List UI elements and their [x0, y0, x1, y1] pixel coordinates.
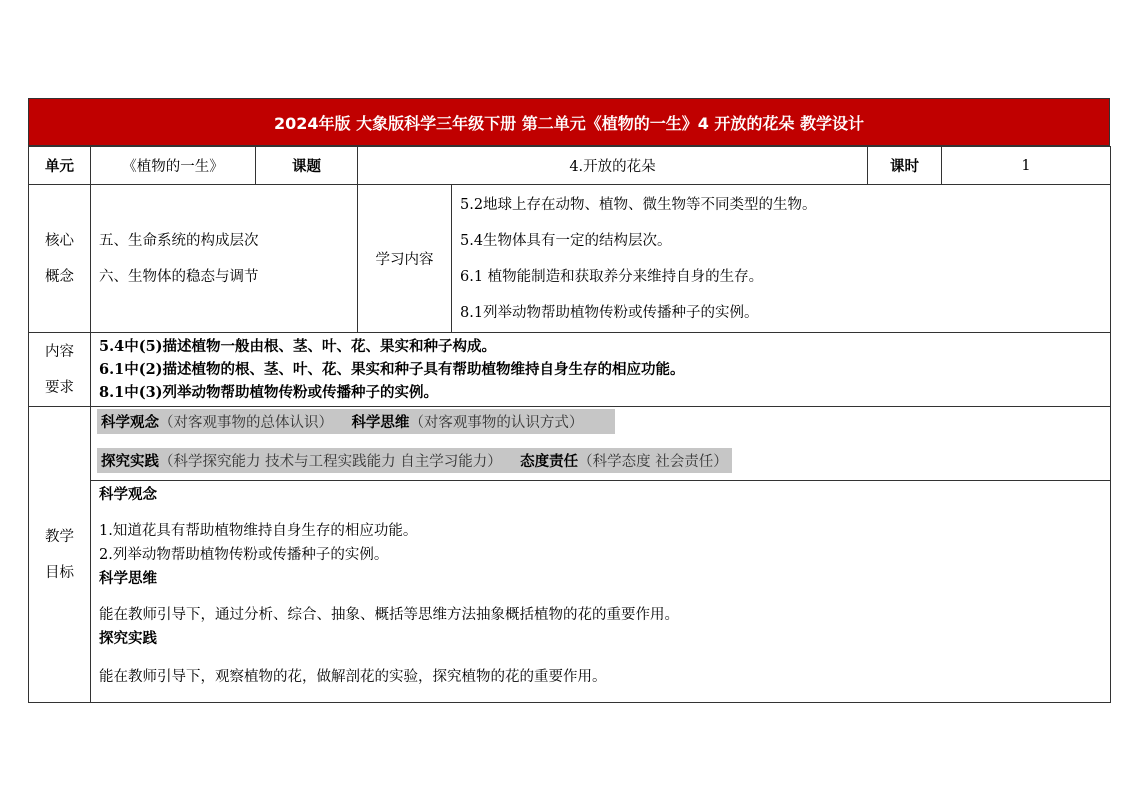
core-item: 五、生命系统的构成层次	[99, 232, 259, 249]
lesson-plan-sheet	[28, 98, 1110, 703]
period-label: 课时	[868, 147, 942, 185]
objectives-detail	[91, 481, 1111, 703]
concept-item: 2.列举动物帮助植物传粉或传播种子的实例。	[99, 547, 389, 563]
document-title: 2024年版 大象版科学三年级下册 第二单元《植物的一生》4 开放的花朵 教学设计	[28, 98, 1110, 146]
req-label-line2: 要求	[45, 379, 74, 396]
topic-label: 课题	[256, 147, 358, 185]
requirements-label	[29, 333, 91, 407]
tag-desc: （对客观事物的总体认识）	[159, 415, 333, 431]
tag-desc: （科学态度 社会责任）	[578, 454, 728, 470]
tag-key: 态度责任	[520, 453, 579, 470]
objectives-tags	[91, 407, 1111, 481]
core-label-line1: 核心	[45, 232, 74, 249]
learning-item: 5.4生物体具有一定的结构层次。	[460, 232, 672, 249]
header-row	[29, 147, 1111, 185]
learning-item: 8.1列举动物帮助植物传粉或传播种子的实例。	[460, 304, 759, 321]
tags-line-1	[97, 409, 1104, 434]
req-label-line1: 内容	[45, 343, 74, 360]
tag-highlight	[97, 409, 615, 434]
requirement-item: 5.4中(5)描述植物一般由根、茎、叶、花、果实和种子构成。	[99, 338, 497, 355]
core-label-line2: 概念	[45, 268, 74, 285]
requirements-items	[91, 333, 1111, 407]
obj-label-line2: 目标	[45, 564, 74, 581]
practice-text: 能在教师引导下，观察植物的花，做解剖花的实验，探究植物的花的重要作用。	[99, 669, 607, 685]
tag-desc: （对客观事物的认识方式）	[409, 415, 584, 431]
core-item: 六、生物体的稳态与调节	[99, 268, 259, 285]
requirement-item: 6.1中(2)描述植物的根、茎、叶、花、果实和种子具有帮助植物维持自身生存的相应功能。	[99, 361, 685, 378]
objectives-tag-row	[29, 407, 1111, 481]
tag-highlight	[97, 448, 732, 473]
thinking-heading: 科学思维	[99, 570, 157, 587]
requirement-item: 8.1中(3)列举动物帮助植物传粉或传播种子的实例。	[99, 384, 439, 401]
learning-content-items	[452, 185, 1111, 333]
tags-line-2	[97, 448, 1104, 473]
learning-item: 5.2地球上存在动物、植物、微生物等不同类型的生物。	[460, 196, 817, 213]
practice-heading: 探究实践	[99, 630, 157, 647]
lesson-plan-table	[28, 146, 1111, 703]
unit-label: 单元	[29, 147, 91, 185]
objectives-label	[29, 407, 91, 703]
tag-key: 科学思维	[351, 414, 410, 431]
objectives-detail-row	[29, 481, 1111, 703]
tag-key: 科学观念	[101, 414, 159, 431]
core-concept-row	[29, 185, 1111, 333]
learning-item: 6.1 植物能制造和获取养分来维持自身的生存。	[460, 268, 764, 285]
thinking-text: 能在教师引导下，通过分析、综合、抽象、概括等思维方法抽象概括植物的花的重要作用。	[99, 607, 679, 623]
learning-content-label: 学习内容	[358, 185, 452, 333]
core-concept-items	[91, 185, 358, 333]
tag-desc: （科学探究能力 技术与工程实践能力 自主学习能力）	[159, 454, 502, 470]
requirements-row	[29, 333, 1111, 407]
period-value: 1	[942, 147, 1111, 185]
core-concept-label	[29, 185, 91, 333]
unit-value: 《植物的一生》	[91, 147, 256, 185]
obj-label-line1: 教学	[45, 528, 74, 545]
tag-key: 探究实践	[101, 453, 159, 470]
topic-value: 4.开放的花朵	[358, 147, 868, 185]
concept-item: 1.知道花具有帮助植物维持自身生存的相应功能。	[99, 523, 418, 539]
concept-heading: 科学观念	[99, 486, 157, 503]
